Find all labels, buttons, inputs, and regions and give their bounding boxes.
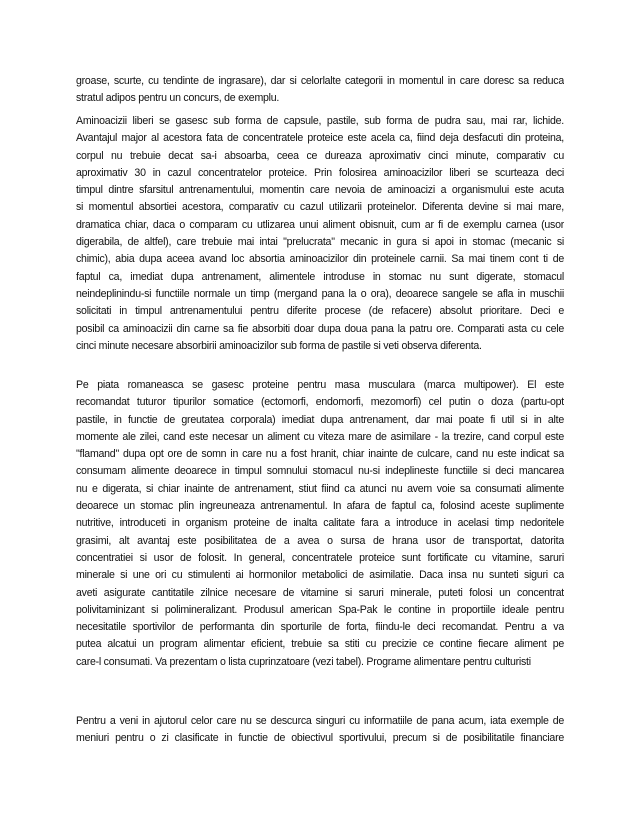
text-line: care-l consumati. Va prezentam o lista cuprinzatoare (vezi tabel). Programe alimentare pentru culturisti <box>76 655 531 668</box>
text-line: chimic), abia dupa aceea avand loc absortia aminoacizilor din proteinele carnii. Sa mai tinem cont ti de <box>76 253 564 266</box>
text-line: Pe piata romaneasca se gasesc proteine pentru masa musculara (marca multipower). El este <box>76 379 564 391</box>
text-line: neindeplinindu-si functiile normale un timp (mergand pana la o ora), deoarece sangele se afla in muschii <box>76 287 564 300</box>
text-line: necesitatile sportivilor de performanta din sporturile de forta, fiindu-le deci recomandat. Pentru a va <box>76 621 564 634</box>
text-line: minerale si une ori cu stimulenti ai hormonilor metabolici de asimilatie. Daca insa nu sunteti siguri ca <box>76 569 564 582</box>
paragraph-aminoacids <box>76 113 564 355</box>
text-line: Pentru a veni in ajutorul celor care nu se descurca singuri cu informatiile de pana acum, iata exemple de <box>76 715 564 727</box>
text-line: meniuri pentru o zi clasificate in functie de obiectivul sportivului, precum si de posibilitatile financiare <box>76 732 564 745</box>
text-line: aveti asigurate cantitatile zilnice necesare de vitamine si saruri minerale, puteti folosi un concentrat <box>76 586 564 599</box>
paragraph-market <box>76 377 564 671</box>
paragraph-menus <box>76 713 564 748</box>
paragraph-intro <box>76 73 564 108</box>
text-line: timpul dintre sfarsitul antrenamentului, momentin care nevoia de aminoacizi a organismului este acuta <box>76 184 564 197</box>
text-line: recomandat tuturor tipurilor somatice (ectomorfi, endomorfi, mezomorfi) cel putin o doza (partu-opt <box>76 396 564 409</box>
text-line: "flamand" dupa opt ore de somn in care nu a fost hranit, chiar inainte de culcare, cand nu este indicat sa <box>76 448 564 461</box>
text-line: putea alcatui un program alimentar eficient, trebuie sa stiti cu precizie ce contine fiecare aliment pe <box>76 638 564 651</box>
text-line: grasimi, alt avantaj este posibilitatea de a avea o sursa de hrana usor de transportat, datorita <box>76 534 564 547</box>
text-line: groase, scurte, cu tendinte de ingrasare), dar si celorlalte categorii in momentul in care doresc sa reduca <box>76 75 564 87</box>
text-line: Aminoacizii liberi se gasesc sub forma de capsule, pastile, sub forma de pudra sau, mai rar, lichide. <box>76 115 564 127</box>
text-line: corpul nu trebuie decat sa-i absoarba, ceea ce dureaza aproximativ cinci minute, comparativ cu <box>76 149 564 162</box>
text-line: Avantajul major al acestora fata de concentratele proteice este acela ca, fiind deja desfacuti din proteina, <box>76 132 564 145</box>
text-line: deoarece un stomac plin ingreuneaza antrenamentul. In afara de faptul ca, folosind aceste suplimente <box>76 500 564 513</box>
text-line: nu e digerata, si chiar inainte de antrenament, stiut fiind ca atunci nu avem voie sa consumati alimente <box>76 482 564 495</box>
text-line: pastile, in functie de greutatea corporala) imediat dupa antrenament, dar mai poate fi util si in alte <box>76 413 564 426</box>
text-line: momente ale zilei, cand este necesar un aliment cu viteza mare de asimilare - la trezire, cand corpul este <box>76 430 564 443</box>
text-line: dramatica chiar, daca o comparam cu utlizarea unui aliment obisnuit, cum ar fi de exemplu carnea (usor <box>76 218 564 231</box>
text-line: stratul adipos pentru un concurs, de exemplu. <box>76 92 280 105</box>
text-line: concentratiei si usor de folosit. In general, concentratele proteice sunt fortificate cu vitamine, saruri <box>76 551 564 564</box>
text-line: solicitati in timpul antrenamentului pentru diferite procese (de refacere) absolut prioritare. Deci e <box>76 305 564 318</box>
text-line: si momentul absortiei acestora, comparativ cu cazul utilizarii proteinelor. Diferenta devine si mai mare, <box>76 201 564 214</box>
text-line: consumam alimente deoarece in timpul somnului stomacul nu-si indeplineste functiile si deci mancarea <box>76 465 564 478</box>
text-line: cinci minute necesare absorbirii aminoacizilor sub forma de pastile si veti observa diferenta. <box>76 339 482 352</box>
text-line: digerabila, de altfel), care trebuie mai intai "prelucrata" mecanic in gura si apoi in stomac (mecanic si <box>76 236 564 249</box>
text-line: nutritive, introduceti in organism proteine de inalta calitate fara a introduce in acelasi timp nedoritele <box>76 517 564 530</box>
text-line: aproximativ 30 in cazul concentratelor proteice. Prin folosirea aminoacizilor liberi se scurteaza deci <box>76 166 564 179</box>
text-line: posibil ca aminoacizii din carne sa fie absorbiti doar dupa doua pana la patru ore. Comparati asta cu cele <box>76 322 564 335</box>
text-line: polivitaminizant si polimineralizant. Produsul american Spa-Pak le contine in proportiile ideale pentru <box>76 603 564 616</box>
text-line: faptul ca, imediat dupa antrenament, alimentele introduse in stomac nu sunt digerate, stomacul <box>76 270 564 283</box>
